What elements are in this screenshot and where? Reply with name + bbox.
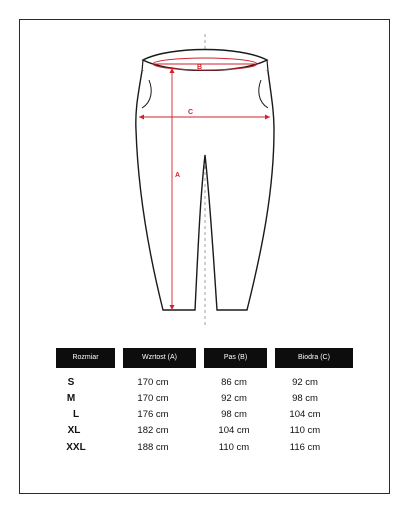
- cell-hips: 98 cm: [292, 393, 318, 404]
- cell-height: 182 cm: [137, 425, 169, 436]
- header-height: Wzrtost (A): [123, 348, 196, 368]
- table-row: [0, 441, 409, 455]
- cell-size: S: [67, 377, 75, 388]
- cell-size: L: [72, 409, 80, 420]
- table-row: [0, 376, 409, 390]
- label-b: B: [197, 64, 203, 71]
- cell-size: M: [66, 393, 76, 404]
- label-a: A: [175, 172, 181, 179]
- header-waist: Pas (B): [204, 348, 267, 368]
- header-size: Rozmiar: [56, 348, 115, 368]
- table-row: [0, 424, 409, 438]
- cell-height: 176 cm: [137, 409, 169, 420]
- cell-waist: 92 cm: [221, 393, 247, 404]
- cell-height: 170 cm: [137, 377, 169, 388]
- cell-height: 170 cm: [137, 393, 169, 404]
- cell-height: 188 cm: [137, 442, 169, 453]
- table-row: [0, 392, 409, 406]
- cell-size: XXL: [66, 442, 86, 453]
- cell-hips: 92 cm: [292, 377, 318, 388]
- cell-hips: 104 cm: [289, 409, 321, 420]
- cell-waist: 110 cm: [218, 442, 250, 453]
- table-row: [0, 408, 409, 422]
- cell-size: XL: [67, 425, 81, 436]
- cell-waist: 98 cm: [221, 409, 247, 420]
- cell-hips: 110 cm: [289, 425, 321, 436]
- cell-waist: 86 cm: [221, 377, 247, 388]
- cell-waist: 104 cm: [218, 425, 250, 436]
- cell-hips: 116 cm: [289, 442, 321, 453]
- label-c: C: [188, 109, 194, 116]
- header-hips: Biodra (C): [275, 348, 353, 368]
